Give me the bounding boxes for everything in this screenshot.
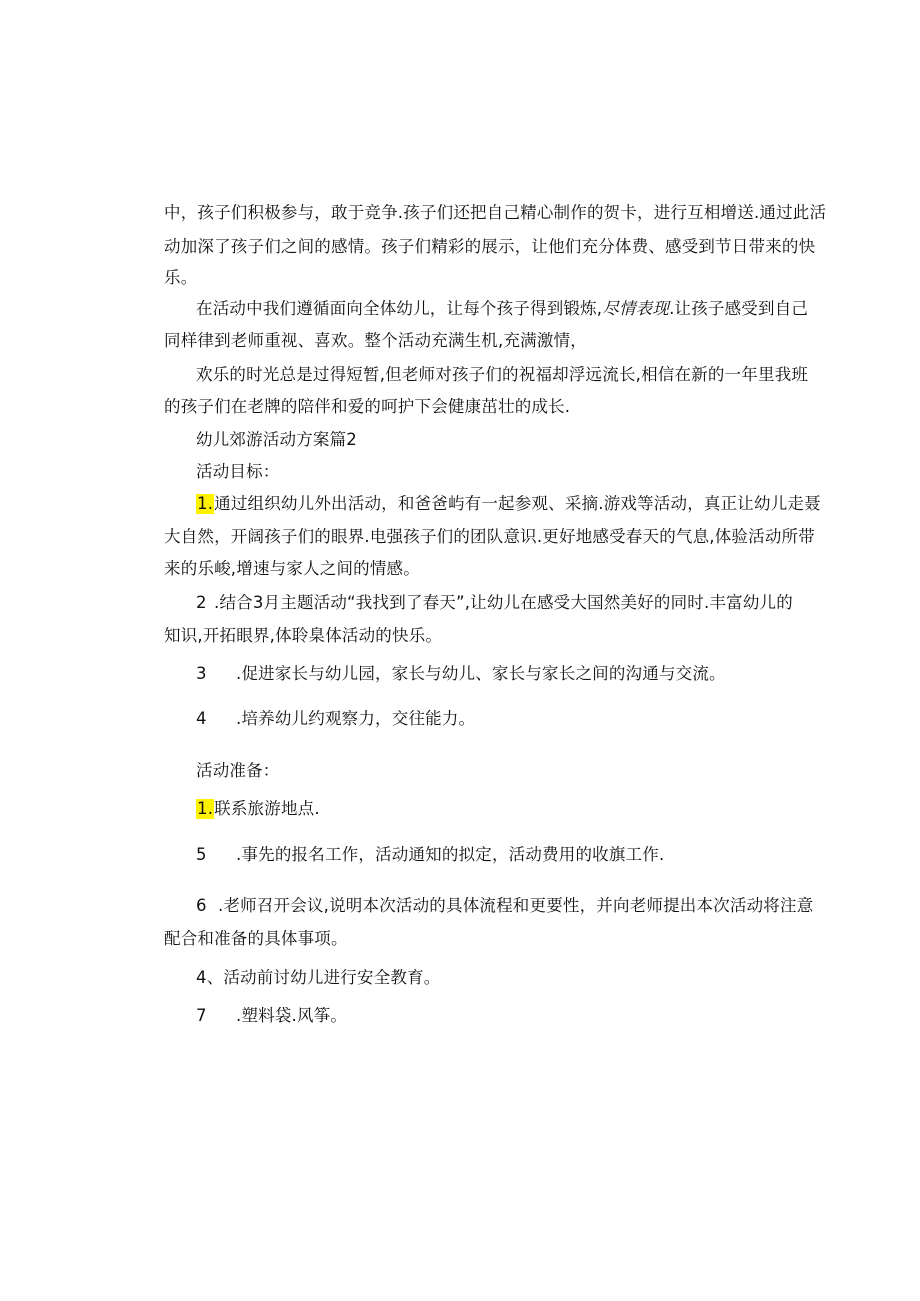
prep-item-7 bbox=[196, 1006, 806, 1026]
prep-item-1 bbox=[196, 799, 806, 819]
item-number: 5 bbox=[196, 845, 207, 864]
paragraph-line: 中，孩子们积极参与，敢于竞争.孩子们还把自己精心制作的贺卡，进行互相增送.通过此活 bbox=[164, 203, 827, 222]
paragraph-line: 动加深了孩子们之间的感情。孩子们精彩的展示，让他们充分体费、感受到节日带来的快 bbox=[164, 237, 816, 256]
item-text: .促进家长与幼儿园，家长与幼儿、家长与家长之间的沟通与交流。 bbox=[236, 664, 726, 683]
section-title: 幼儿郊游活动方案篇2 bbox=[196, 430, 357, 449]
paragraph-line: 来的乐峻,增速与家人之间的情感。 bbox=[164, 559, 420, 578]
paragraph-line bbox=[196, 299, 809, 319]
paragraph-line: 欢乐的时光总是过得短暂,但老师对孩子们的祝福却浮远流长,相信在新的一年里我班 bbox=[196, 365, 809, 384]
goal-item-2 bbox=[196, 593, 806, 613]
paragraph-text: 在活动中我们遵循面向全体幼儿，让每个孩子得到锻炼, bbox=[196, 299, 603, 318]
paragraph-text: .让孩子感受到自己 bbox=[669, 299, 809, 318]
goal-item-4 bbox=[196, 709, 806, 729]
item-number: 2 bbox=[196, 593, 207, 612]
paragraph-line: 知识,开拓眼界,体聆臬体活动的快乐。 bbox=[164, 626, 443, 645]
prep-heading: 活动准备： bbox=[196, 761, 280, 780]
item-text: 通过组织幼儿外出活动，和爸爸屿有一起参观、采摘.游戏等活动，真正让幼儿走聂 bbox=[214, 494, 821, 513]
item-text: .老师召开会议,说明本次活动的具体流程和更要性，并向老师提出本次活动将注意 bbox=[218, 896, 814, 915]
item-text: .事先的报名工作，活动通知的拟定，活动费用的收旗工作. bbox=[236, 845, 665, 864]
item-text: 联系旅游地点. bbox=[214, 799, 320, 818]
item-text: .培养幼儿约观察力，交往能力。 bbox=[236, 709, 476, 728]
item-text: .塑料袋.风筝。 bbox=[236, 1006, 348, 1025]
paragraph-line: 的孩子们在老牌的陪伴和爱的呵护下会健康茁壮的成长. bbox=[164, 397, 571, 416]
paragraph-line: 乐。 bbox=[164, 268, 198, 287]
item-number: 6 bbox=[196, 896, 207, 915]
goal-item-3 bbox=[196, 664, 806, 684]
paragraph-line: 同样律到老师重视、喜欢。整个活动充满生机,充满激情， bbox=[164, 331, 587, 350]
goals-heading: 活动目标： bbox=[196, 462, 280, 481]
goal-item-1 bbox=[196, 494, 821, 514]
prep-item-5 bbox=[196, 845, 806, 865]
prep-item-4: 4、活动前讨幼儿进行安全教育。 bbox=[196, 968, 441, 987]
paragraph-line: 大自然，开阔孩子们的眼界.电强孩子们的团队意识.更好地感受春天的气息,体验活动所带 bbox=[164, 527, 815, 546]
prep-item-6 bbox=[196, 896, 814, 916]
item-number: 7 bbox=[196, 1006, 207, 1025]
item-number: 3 bbox=[196, 664, 207, 683]
emphasis-text: 尽情表现 bbox=[602, 299, 670, 318]
item-number: 4 bbox=[196, 709, 207, 728]
item-text: .结合3月主题活动“我找到了春天”,让幼儿在感受大国然美好的同时.丰富幼儿的 bbox=[214, 593, 793, 612]
item-number: 1. bbox=[197, 494, 214, 513]
paragraph-line: 配合和准备的具体事项。 bbox=[164, 929, 348, 948]
item-number: 1. bbox=[197, 799, 214, 818]
